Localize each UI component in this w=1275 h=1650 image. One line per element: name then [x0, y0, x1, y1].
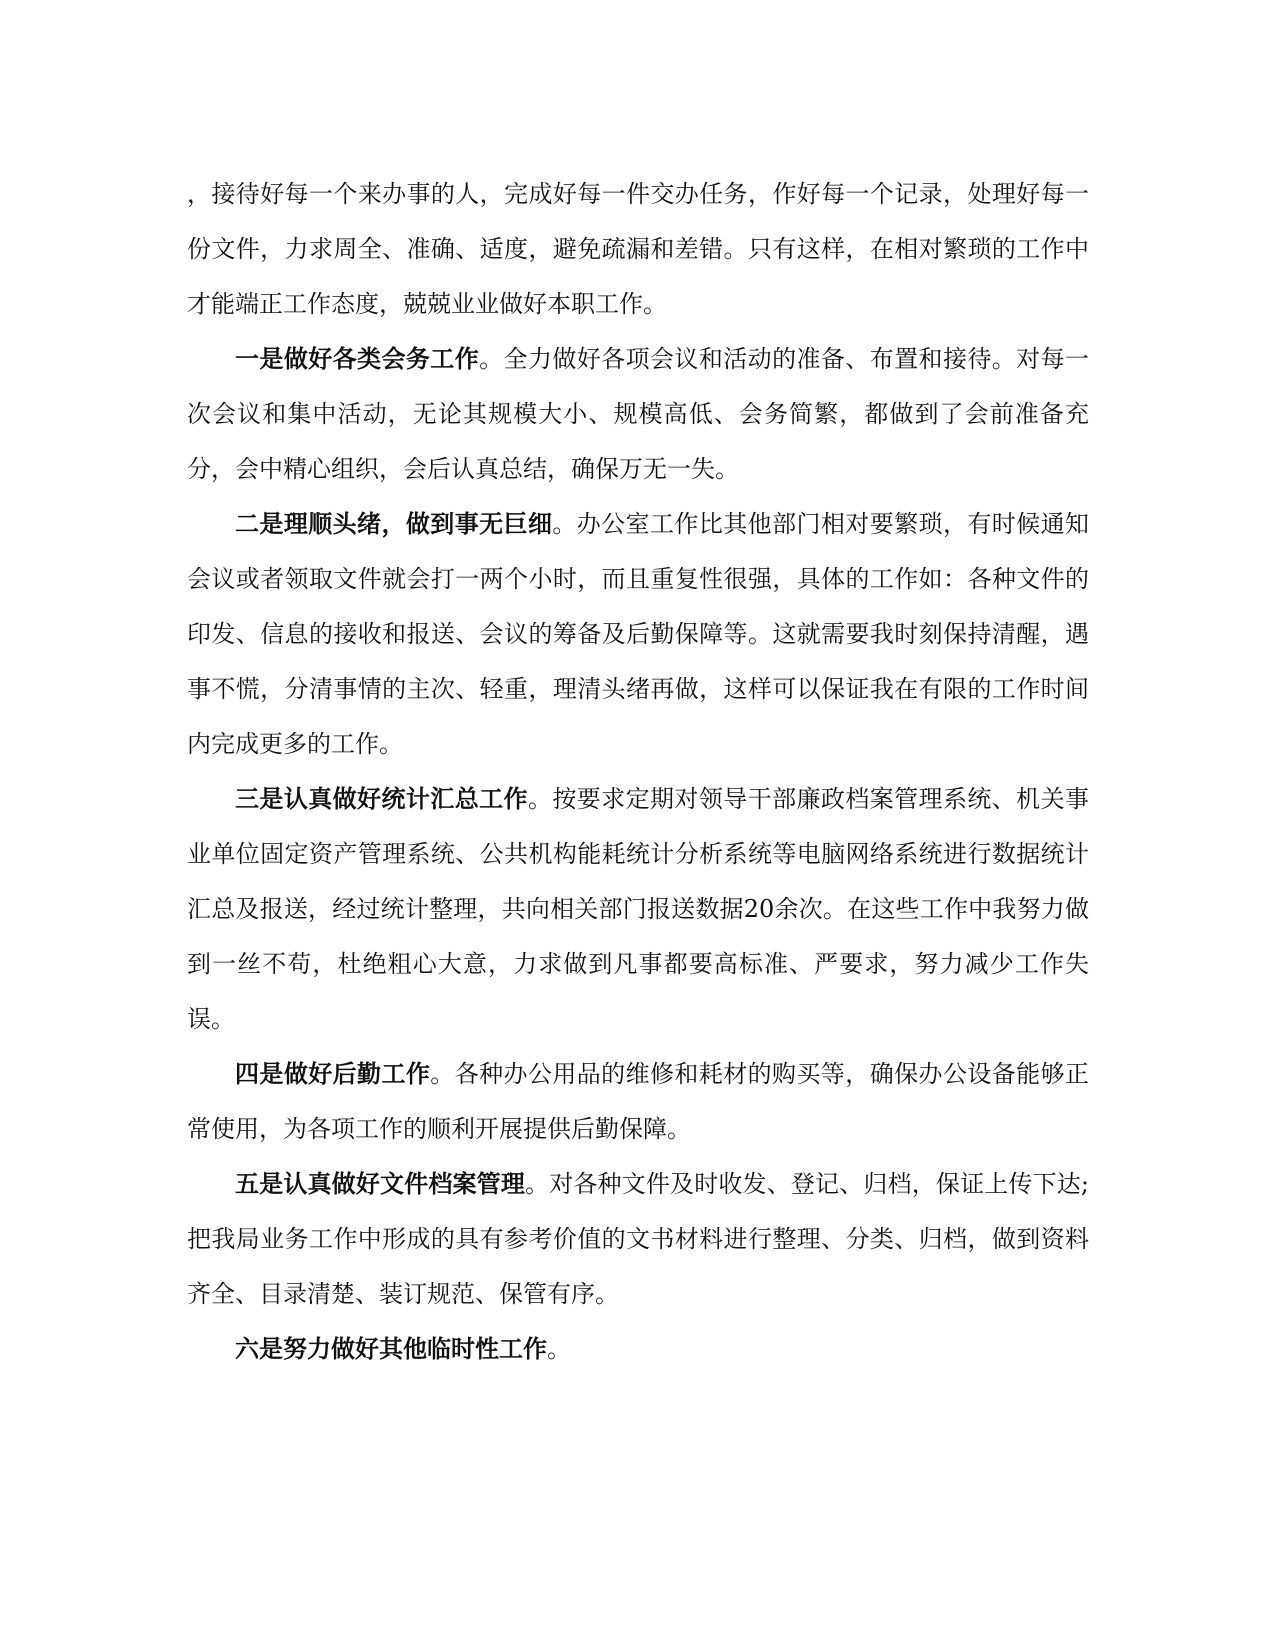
section-paragraph-4: [187, 1047, 1089, 1157]
section-paragraph-2: [187, 497, 1089, 772]
section-body-4: 。各种办公用品的维修和耗材的购买等，确保办公设备能够正常使用，为各项工作的顺利开展提供后勤保障。: [187, 1060, 1090, 1143]
section-body-1: 。全力做好各项会议和活动的准备、布置和接待。对每一次会议和集中活动，无论其规模大小、规模高低、会务简繁，都做到了会前准备充分，会中精心组织，会后认真总结，确保万无一失。: [187, 345, 1090, 483]
section-heading-5: 五是认真做好文件档案管理: [235, 1170, 526, 1198]
section-paragraph-5: [187, 1157, 1089, 1322]
section-heading-3: 三是认真做好统计汇总工作: [235, 785, 528, 813]
section-body-3: 。按要求定期对领导干部廉政档案管理系统、机关事业单位固定资产管理系统、公共机构能耗统计分析系统等电脑网络系统进行数据统计汇总及报送，经过统计整理，共向相关部门报送数据20余次。在这些工作中我努力做到一丝不苟，杜绝粗心大意，力求做到凡事都要高标准、严要求，努力减少工作失误。: [187, 785, 1090, 1033]
section-body-2: 。办公室工作比其他部门相对要繁琐，有时候通知会议或者领取文件就会打一两个小时，而且重复性很强，具体的工作如：各种文件的印发、信息的接收和报送、会议的筹备及后勤保障等。这就需要我时刻保持清醒，遇事不慌，分清事情的主次、轻重，理清头绪再做，这样可以保证我在有限的工作时间内完成更多的工作。: [187, 510, 1090, 758]
section-heading-1: 一是做好各类会务工作: [235, 345, 480, 373]
section-body-5: 。对各种文件及时收发、登记、归档，保证上传下达;把我局业务工作中形成的具有参考价值的文书材料进行整理、分类、归档，做到资料齐全、目录清楚、装订规范、保管有序。: [187, 1170, 1089, 1308]
section-paragraph-1: [187, 332, 1089, 497]
intro-paragraph: ，接待好每一个来办事的人，完成好每一件交办任务，作好每一个记录，处理好每一份文件，力求周全、准确、适度，避免疏漏和差错。只有这样，在相对繁琐的工作中才能端正工作态度，兢兢业业做好本职工作。: [187, 180, 1089, 318]
document-body: [187, 167, 1089, 1377]
section-heading-2: 二是理顺头绪，做到事无巨细: [235, 510, 553, 538]
section-paragraph-3: [187, 772, 1089, 1047]
section-paragraph-6: [187, 1322, 1089, 1377]
section-body-6: 。: [547, 1335, 571, 1363]
section-heading-4: 四是做好后勤工作: [235, 1060, 431, 1088]
section-heading-6: 六是努力做好其他临时性工作: [235, 1335, 547, 1363]
